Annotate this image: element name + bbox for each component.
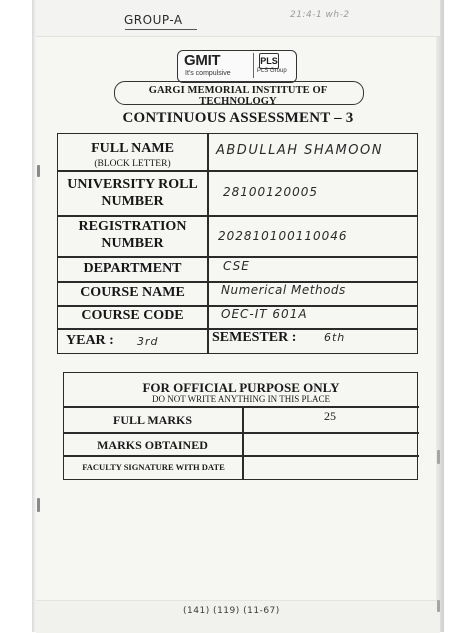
row-line [63, 432, 419, 434]
department-label: DEPARTMENT [83, 261, 182, 276]
course-name-value: Numerical Methods [221, 283, 346, 297]
assessment-title: CONTINUOUS ASSESSMENT – 3 [122, 110, 354, 126]
row-line [63, 406, 419, 408]
margin-tick [37, 165, 40, 177]
previous-sheet-strip [36, 0, 440, 37]
roll-value: 28100120005 [223, 185, 318, 199]
year-label: YEAR : [66, 333, 114, 348]
roll-label: UNIVERSITY ROLL [67, 177, 198, 192]
roll-label-2: NUMBER [101, 194, 164, 209]
year-value: 3rd [137, 335, 159, 348]
full-name-label: FULL NAME [91, 141, 174, 156]
course-name-label: COURSE NAME [80, 285, 185, 300]
logo-divider [253, 53, 254, 78]
row-line [57, 215, 418, 217]
institute-name: GARGI MEMORIAL INSTITUTE OF TECHNOLOGY [148, 85, 328, 107]
pls-logo: PLS [259, 53, 279, 69]
semester-value: 6th [324, 331, 346, 344]
registration-value: 202810100110046 [218, 229, 348, 243]
margin-tick [437, 600, 440, 612]
top-scribble: 21:4-1 wh-2 [290, 10, 350, 20]
table-divider [207, 133, 209, 353]
scan-background [0, 0, 34, 632]
group-note: GROUP-A [124, 13, 183, 27]
margin-tick [37, 498, 40, 512]
official-title: FOR OFFICIAL PURPOSE ONLY [142, 380, 340, 395]
bottom-scribble: (141) (119) (11-67) [183, 606, 280, 616]
group-underline [125, 29, 197, 30]
full-marks-label: FULL MARKS [112, 413, 192, 427]
semester-label: SEMESTER : [212, 330, 297, 345]
margin-tick [437, 450, 440, 464]
course-code-label: COURSE CODE [81, 308, 184, 323]
gmit-logo: GMIT [184, 52, 221, 69]
block-letter-note: (BLOCK LETTER) [94, 159, 171, 169]
marks-obtained-label: MARKS OBTAINED [97, 438, 208, 452]
row-line [57, 256, 418, 258]
full-marks-value: 25 [324, 409, 336, 423]
faculty-signature-label: FACULTY SIGNATURE WITH DATE [82, 462, 225, 472]
full-name-value: ABDULLAH SHAMOON [216, 143, 383, 158]
department-value: CSE [223, 259, 250, 273]
registration-label-2: NUMBER [101, 236, 164, 251]
next-sheet-strip [36, 600, 440, 633]
registration-label: REGISTRATION [78, 219, 187, 234]
official-subtitle: DO NOT WRITE ANYTHING IN THIS PLACE [152, 394, 330, 404]
pls-logo-text: PLS Group [257, 68, 287, 74]
course-code-value: OEC-IT 601A [221, 307, 308, 321]
row-line [63, 455, 419, 457]
logo-tagline: It's compulsive [185, 70, 231, 77]
sheet-edge-right [436, 0, 444, 632]
